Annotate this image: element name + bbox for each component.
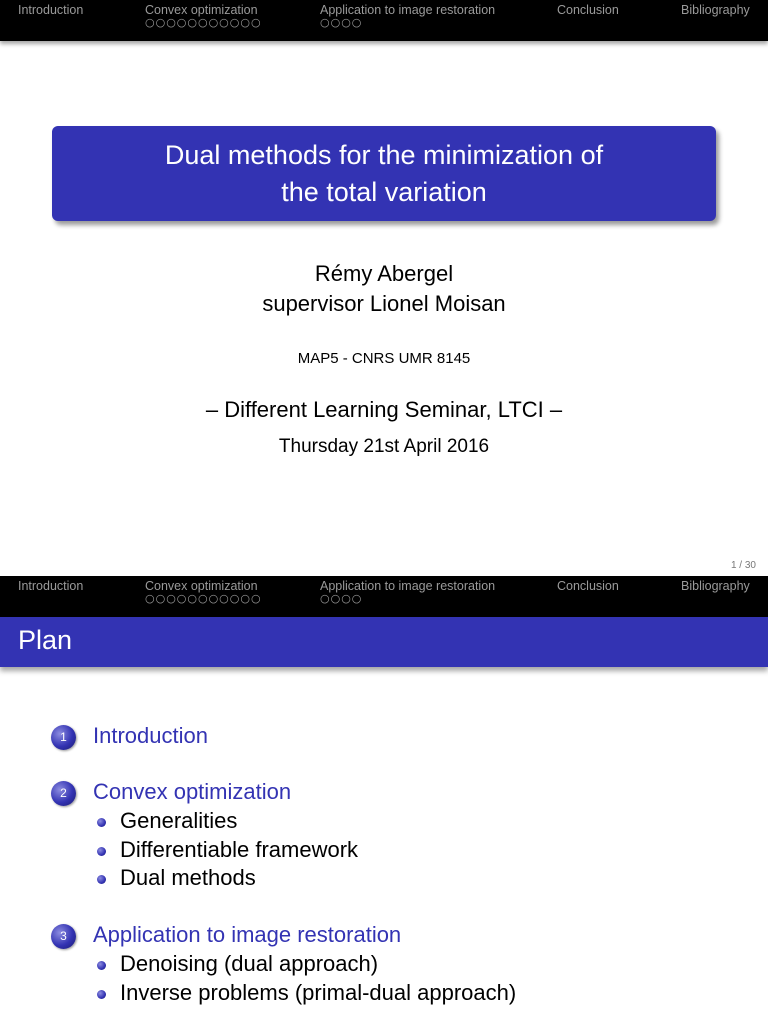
toc-section-introduction[interactable]: Introduction <box>93 723 208 748</box>
nav-application-dots[interactable]: ○○○○ <box>320 592 363 605</box>
section-number-ball: 2 <box>51 781 76 806</box>
section-number-ball: 1 <box>51 725 76 750</box>
nav-convex-optimization-dots[interactable]: ○○○○○○○○○○○ <box>145 592 262 605</box>
nav-introduction[interactable]: Introduction <box>18 3 84 17</box>
nav-bibliography[interactable]: Bibliography <box>681 579 750 593</box>
section-number-ball: 3 <box>51 924 76 949</box>
nav-convex-optimization[interactable]: Convex optimization <box>145 3 258 17</box>
bullet-icon <box>97 875 106 884</box>
nav-convex-optimization[interactable]: Convex optimization <box>145 579 258 593</box>
frame-title: Plan <box>18 625 73 655</box>
toc-subsection-denoising[interactable]: Denoising (dual approach) <box>120 951 379 976</box>
presentation-date: Thursday 21st April 2016 <box>278 436 490 457</box>
nav-application-dots[interactable]: ○○○○ <box>320 16 363 29</box>
bullet-icon <box>97 818 106 827</box>
title-box <box>52 126 716 221</box>
nav-application[interactable]: Application to image restoration <box>320 3 496 17</box>
bullet-icon <box>97 990 106 999</box>
toc-subsection-differentiable-framework[interactable]: Differentiable framework <box>120 837 359 862</box>
nav-application[interactable]: Application to image restoration <box>320 579 496 593</box>
bullet-icon <box>97 847 106 856</box>
nav-conclusion[interactable]: Conclusion <box>557 3 619 17</box>
nav-conclusion[interactable]: Conclusion <box>557 579 619 593</box>
navigation-bar <box>0 576 768 617</box>
toc-subsection-dual-methods[interactable]: Dual methods <box>120 865 256 890</box>
toc-subsection-generalities[interactable]: Generalities <box>120 808 238 833</box>
nav-introduction[interactable]: Introduction <box>18 579 84 593</box>
institute: MAP5 - CNRS UMR 8145 <box>297 350 471 367</box>
navigation-bar <box>0 0 768 41</box>
toc-section-convex-optimization[interactable]: Convex optimization <box>93 779 292 804</box>
frame-title-bar <box>0 617 768 667</box>
nav-convex-optimization-dots[interactable]: ○○○○○○○○○○○ <box>145 16 262 29</box>
event-name: – Different Learning Seminar, LTCI – <box>205 397 563 422</box>
plan-slide <box>0 576 768 1024</box>
toc-subsection-inverse-problems[interactable]: Inverse problems (primal-dual approach) <box>120 980 517 1005</box>
title-line-1: Dual methods for the minimization of <box>164 139 604 170</box>
title-line-2: the total variation <box>281 176 487 207</box>
toc-section-application[interactable]: Application to image restoration <box>93 922 402 947</box>
supervisor-name: supervisor Lionel Moisan <box>262 291 506 316</box>
bullet-icon <box>97 961 106 970</box>
author-name: Rémy Abergel <box>314 261 454 286</box>
page-number: 1 / 30 <box>730 560 756 571</box>
nav-bibliography[interactable]: Bibliography <box>681 3 750 17</box>
